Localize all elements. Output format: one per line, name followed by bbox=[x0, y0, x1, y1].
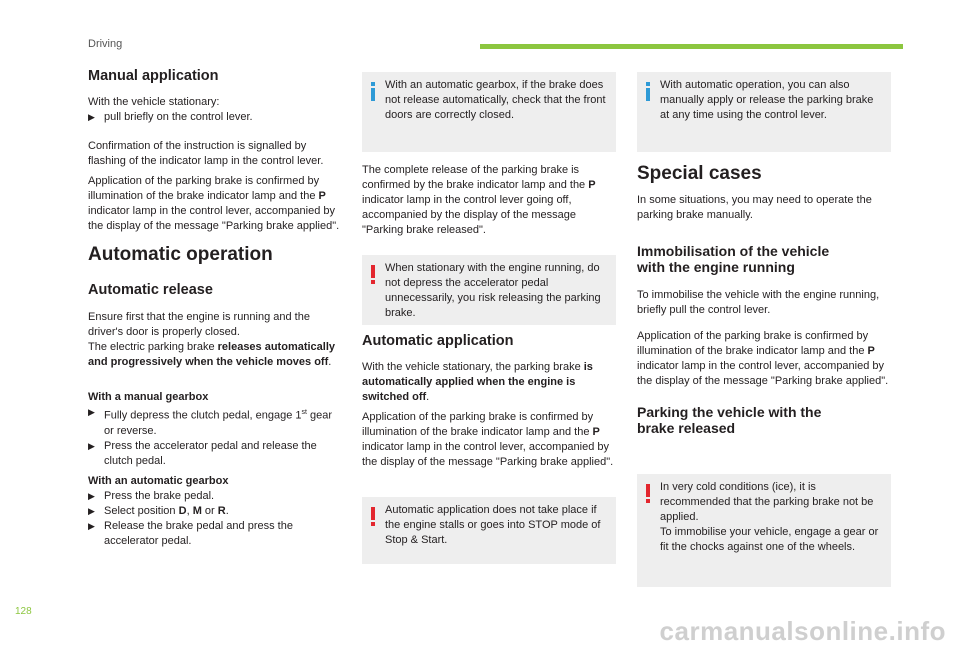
manual-gearbox-label: With a manual gearbox bbox=[88, 391, 209, 403]
parking-released-heading: Parking the vehicle with the brake released bbox=[637, 404, 822, 436]
auto-application-paragraph: With the vehicle stationary, the parking brake is automatically applied when the engine is switched off. bbox=[362, 361, 593, 403]
column-2 bbox=[362, 163, 616, 238]
confirm-paragraph: Confirmation of the instruction is signalled by flashing of the indicator lamp in the control lever. bbox=[88, 140, 324, 167]
applied-paragraph: Application of the parking brake is confirmed by illumination of the brake indicator lamp and the P indicator lamp in the control lever, accompanied by the display of the message "Parking brake applied". bbox=[88, 175, 340, 232]
info-box-text: With an automatic gearbox, if the brake does not release automatically, check that the front doors are correctly closed. bbox=[385, 79, 606, 121]
automatic-application-heading: Automatic application bbox=[362, 333, 514, 349]
warning-icon bbox=[370, 265, 375, 284]
manual-gearbox-step-2: ▶ Press the accelerator pedal and release the clutch pedal. bbox=[88, 439, 317, 467]
section-label: Driving bbox=[88, 38, 123, 50]
auto-gearbox-label: With an automatic gearbox bbox=[88, 474, 229, 487]
special-intro: In some situations, you may need to operate the parking brake manually. bbox=[637, 194, 872, 221]
watermark: carmanualsonline.info bbox=[659, 616, 946, 646]
column-3 bbox=[637, 163, 891, 436]
bullet-icon: ▶ bbox=[88, 112, 95, 122]
special-cases-heading: Special cases bbox=[637, 163, 762, 184]
warning-box-text: When stationary with the engine running, do not depress the accelerator pedal unnecessarily, you risk releasing the parking brake. bbox=[385, 262, 601, 319]
section-bar bbox=[480, 44, 903, 49]
info-box-automatic-gearbox bbox=[362, 72, 616, 152]
info-box-automatic-operation bbox=[637, 72, 891, 152]
info-icon bbox=[645, 82, 650, 101]
warning-icon bbox=[370, 507, 375, 526]
manual-application-heading: Manual application bbox=[88, 68, 219, 84]
bullet-icon: ▶ bbox=[88, 490, 95, 501]
warning-box-text: In very cold conditions (ice), it is recommended that the parking brake not be applied. To immobilise your vehicle, engage a gear or fit the chocks against one of the wheels. bbox=[660, 481, 879, 553]
warning-box-text: Automatic application does not take place if the engine stalls or goes into STOP mode of Stop & Start. bbox=[385, 504, 601, 546]
warning-box-accelerator bbox=[362, 255, 616, 325]
warning-box-stop-start bbox=[362, 497, 616, 564]
manual-intro: With the vehicle stationary: bbox=[88, 96, 220, 108]
warning-box-cold-conditions bbox=[637, 474, 891, 587]
manual-gearbox-step-1: ▶ Fully depress the clutch pedal, engage 1st gear or reverse. bbox=[88, 407, 333, 437]
automatic-release-heading: Automatic release bbox=[88, 282, 213, 298]
auto-gearbox-step-2: ▶ Select position D, M or R. bbox=[88, 504, 229, 517]
release-paragraph-1: Ensure first that the engine is running and the driver's door is properly closed. bbox=[88, 311, 310, 338]
release-paragraph-2: The electric parking brake releases automatically and progressively when the vehicle moves off. bbox=[88, 341, 336, 368]
immobilisation-paragraph: To immobilise the vehicle with the engine running, briefly pull the control lever. bbox=[637, 289, 880, 316]
manual-bullet: ▶ pull briefly on the control lever. bbox=[88, 111, 253, 123]
auto-gearbox-step-3: ▶ Release the brake pedal and press the accelerator pedal. bbox=[88, 519, 293, 547]
bullet-icon: ▶ bbox=[88, 520, 95, 531]
bullet-icon: ▶ bbox=[88, 440, 95, 451]
auto-application-confirm: Application of the parking brake is confirmed by illumination of the brake indicator lamp and the P indicator lamp in the control lever, accompanied by the display of the message "Parking brake applied". bbox=[362, 411, 614, 468]
column-2-lower bbox=[362, 333, 616, 470]
warning-icon bbox=[645, 484, 650, 503]
bullet-icon: ▶ bbox=[88, 505, 95, 516]
page-number: 128 bbox=[15, 606, 32, 617]
complete-release-paragraph: The complete release of the parking brake is confirmed by the brake indicator lamp and the P indicator lamp in the control lever going off, accompanied by the display of the message "Parking brake released". bbox=[362, 164, 596, 236]
info-box-text: With automatic operation, you can also manually apply or release the parking brake at any time using the control lever. bbox=[660, 79, 874, 121]
info-icon bbox=[370, 82, 375, 101]
immobilisation-heading: Immobilisation of the vehicle with the engine running bbox=[637, 243, 830, 275]
automatic-operation-heading: Automatic operation bbox=[88, 244, 273, 265]
bullet-icon: ▶ bbox=[88, 407, 95, 417]
column-1 bbox=[88, 68, 343, 549]
immobilisation-confirm: Application of the parking brake is confirmed by illumination of the brake indicator lamp and the P indicator lamp in the control lever, accompanied by the display of the message "Parking brake applied". bbox=[637, 330, 889, 387]
auto-gearbox-step-1: ▶ Press the brake pedal. bbox=[88, 489, 215, 502]
